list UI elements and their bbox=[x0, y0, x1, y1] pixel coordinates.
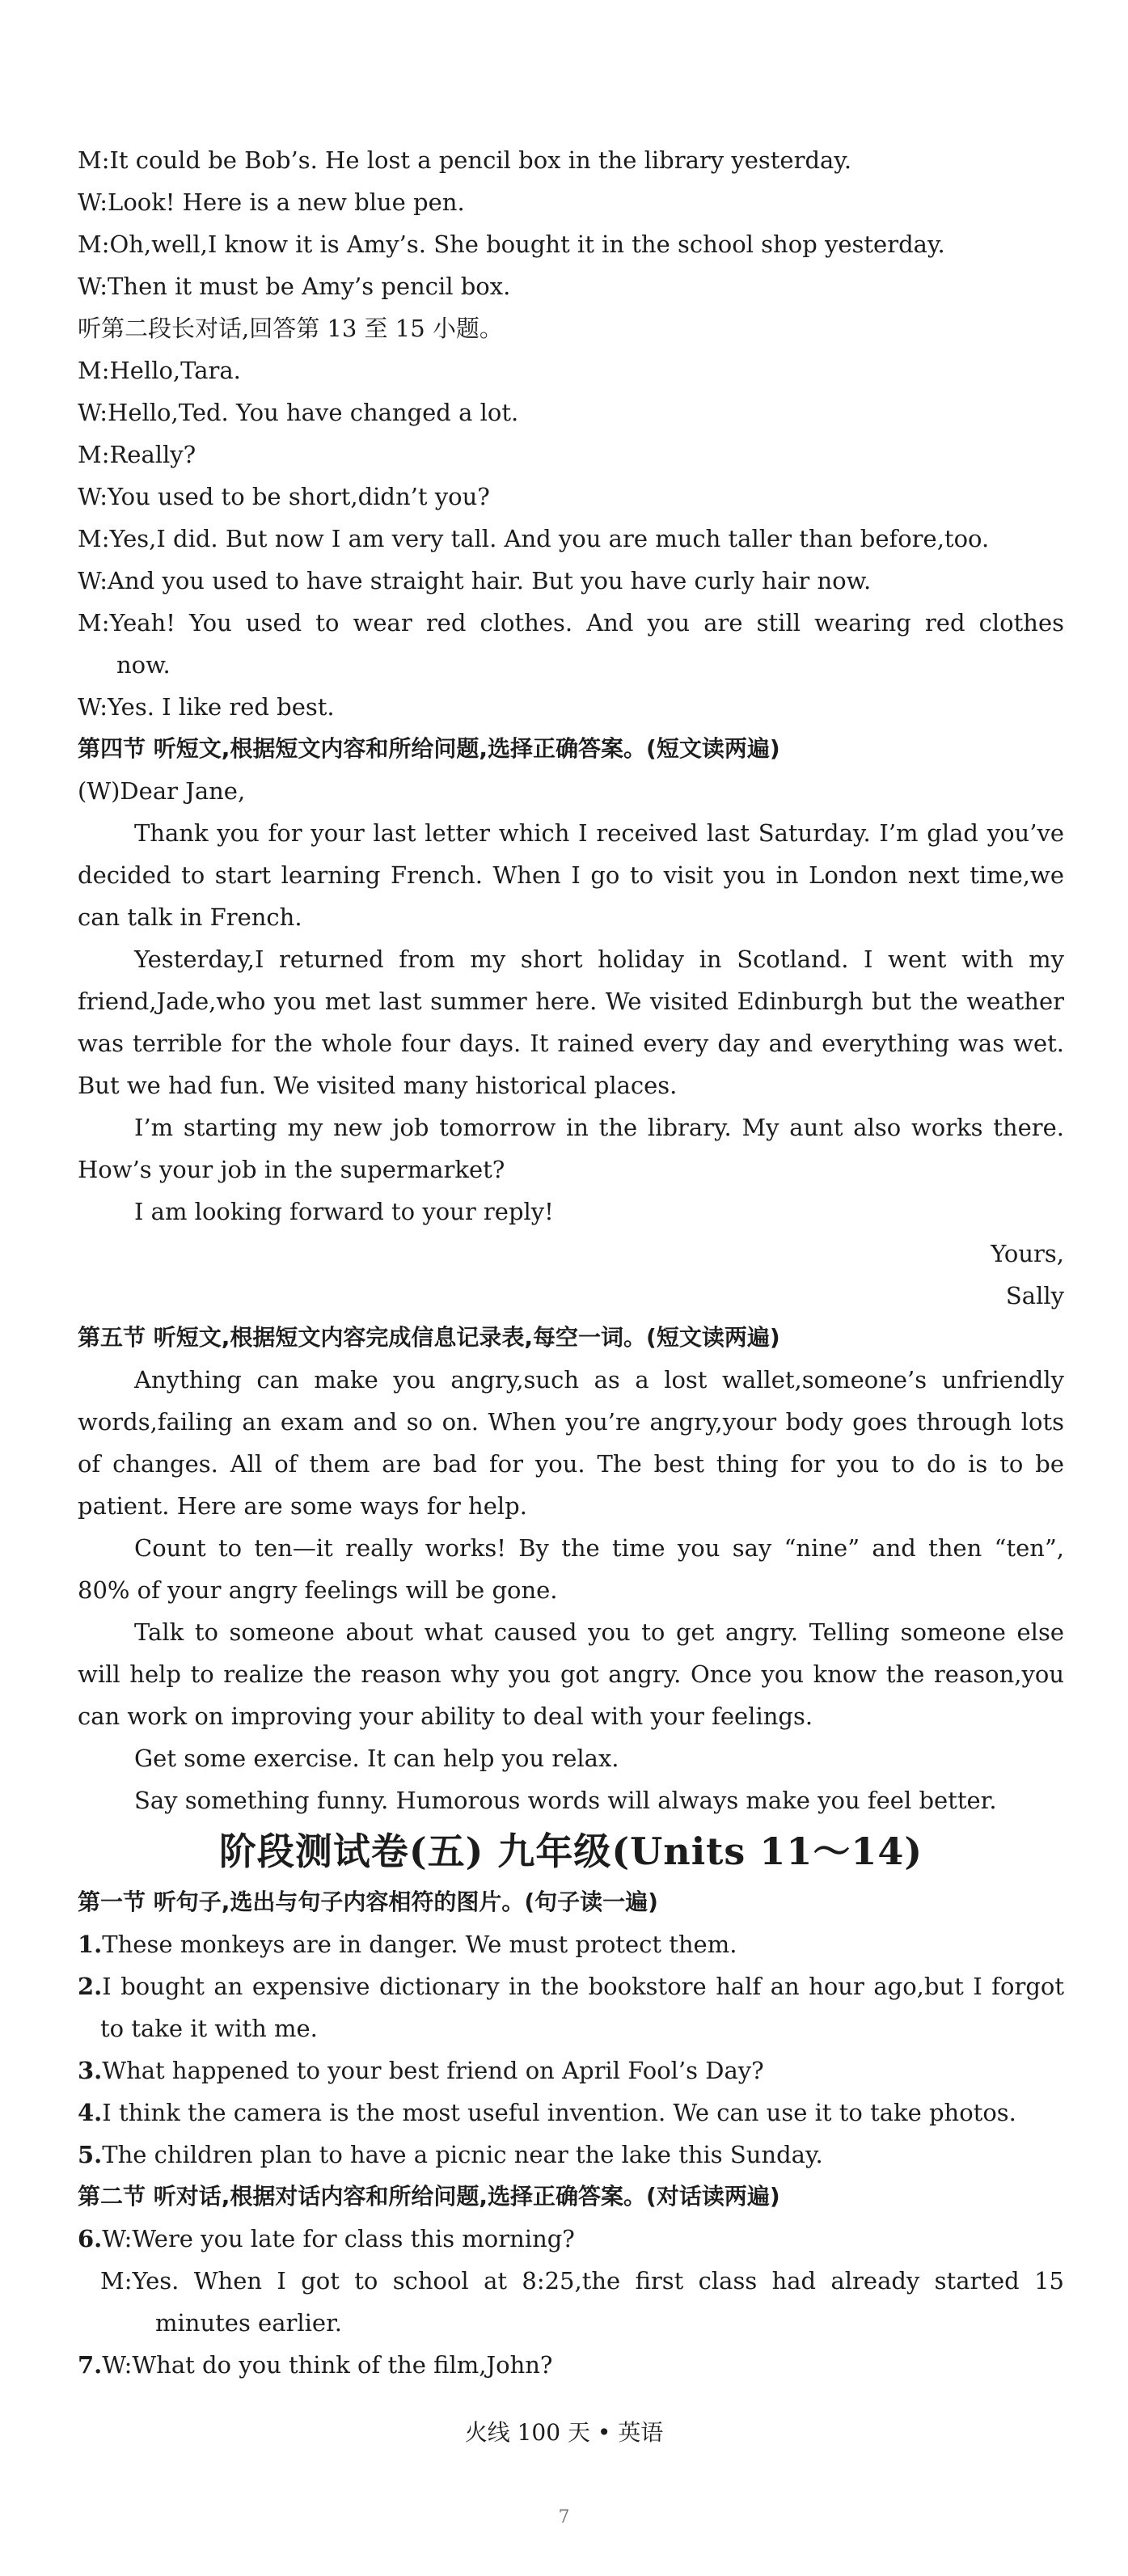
document-page bbox=[78, 139, 1064, 2386]
dialogue-end bbox=[78, 139, 1064, 307]
test-section-2-heading: 第二节 听对话,根据对话内容和所给问题,选择正确答案。(对话读两遍) bbox=[78, 2183, 780, 2210]
dialogue-line: W:Look! Here is a new blue pen. bbox=[78, 188, 465, 216]
question-item bbox=[78, 2218, 1064, 2260]
page-number: 7 bbox=[558, 2507, 570, 2527]
dialogue-line: M:It could be Bob’s. He lost a pencil box in the library yesterday. bbox=[78, 146, 852, 174]
passage-line: Anything can make you angry,such as a lost wallet,someone’s unfriendly bbox=[134, 1366, 1064, 1394]
dialogue-line-continued: minutes earlier. bbox=[155, 2309, 342, 2337]
section-5 bbox=[78, 1317, 1064, 1821]
question-item bbox=[78, 2344, 1064, 2386]
dialogue-line: M:Really? bbox=[78, 441, 196, 468]
question-number: 4. bbox=[78, 2099, 103, 2126]
page-footer: 火线 100 天 • 英语 bbox=[464, 2419, 664, 2446]
test-section-1 bbox=[78, 1881, 1064, 2176]
question-number: 3. bbox=[78, 2057, 103, 2084]
passage-line: words,failing an exam and so on. When you’re angry,your body goes through lots bbox=[78, 1408, 1064, 1436]
passage-line: 80% of your angry feelings will be gone. bbox=[78, 1576, 558, 1604]
passage-line: can talk in French. bbox=[78, 903, 302, 931]
long-dialogue-2-intro: 听第二段长对话,回答第 13 至 15 小题。 bbox=[78, 315, 503, 342]
test-section-2 bbox=[78, 2176, 1064, 2386]
passage-line: was terrible for the whole four days. It rained every day and everything was wet. bbox=[78, 1030, 1064, 1057]
test-title: 阶段测试卷(五) 九年级(Units 11～14) bbox=[218, 1829, 923, 1873]
question-number: 1. bbox=[78, 1931, 103, 1958]
dialogue-line: M:Yes. When I got to school at 8:25,the first class had already started 15 bbox=[100, 2267, 1064, 2295]
question-text: The children plan to have a picnic near the lake this Sunday. bbox=[102, 2141, 823, 2168]
letter-salutation: (W)Dear Jane, bbox=[78, 777, 246, 805]
passage-line: will help to realize the reason why you got angry. Once you know the reason,you bbox=[78, 1660, 1064, 1688]
dialogue-line: M:Oh,well,I know it is Amy’s. She bought it in the school shop yesterday. bbox=[78, 231, 945, 258]
question-item bbox=[78, 2092, 1064, 2134]
question-item bbox=[78, 2049, 1064, 2092]
dialogue-line: M:Yeah! You used to wear red clothes. And you are still wearing red clothes bbox=[78, 609, 1064, 637]
passage-line: of changes. All of them are bad for you. The best thing for you to do is to be bbox=[78, 1450, 1064, 1478]
dialogue-line: M:Yes,I did. But now I am very tall. And you are much taller than before,too. bbox=[78, 525, 990, 552]
passage-line: But we had fun. We visited many historical places. bbox=[78, 1072, 678, 1099]
passage-line: Talk to someone about what caused you to get angry. Telling someone else bbox=[134, 1618, 1064, 1646]
passage-line: patient. Here are some ways for help. bbox=[78, 1492, 527, 1520]
question-number: 5. bbox=[78, 2141, 103, 2168]
question-text: I think the camera is the most useful invention. We can use it to take photos. bbox=[102, 2099, 1016, 2126]
question-item bbox=[78, 1965, 1064, 2007]
passage-line: friend,Jade,who you met last summer here. We visited Edinburgh but the weather bbox=[78, 988, 1064, 1015]
question-number: 6. bbox=[78, 2225, 103, 2252]
question-number: 2. bbox=[78, 1973, 103, 2000]
section-5-heading: 第五节 听短文,根据短文内容完成信息记录表,每空一词。(短文读两遍) bbox=[78, 1324, 780, 1351]
dialogue-line: W:You used to be short,didn’t you? bbox=[78, 483, 490, 510]
long-dialogue-2 bbox=[78, 349, 1064, 728]
passage-line: How’s your job in the supermarket? bbox=[78, 1156, 505, 1183]
question-text: What happened to your best friend on April Fool’s Day? bbox=[102, 2057, 764, 2084]
passage-line: I am looking forward to your reply! bbox=[134, 1198, 554, 1225]
passage-line: I’m starting my new job tomorrow in the library. My aunt also works there. bbox=[134, 1114, 1064, 1141]
passage-line: Get some exercise. It can help you relax. bbox=[134, 1745, 619, 1772]
passage-line: Thank you for your last letter which I received last Saturday. I’m glad you’ve bbox=[134, 819, 1064, 847]
section-4 bbox=[78, 728, 1064, 1317]
test-section-1-heading: 第一节 听句子,选出与句子内容相符的图片。(句子读一遍) bbox=[78, 1889, 658, 1915]
dialogue-line: W:Yes. I like red best. bbox=[78, 693, 335, 721]
passage-line: Yesterday,I returned from my short holiday in Scotland. I went with my bbox=[134, 945, 1064, 973]
dialogue-line: W:Then it must be Amy’s pencil box. bbox=[78, 273, 511, 300]
letter-signature: Sally bbox=[1005, 1282, 1064, 1309]
question-text: These monkeys are in danger. We must protect them. bbox=[102, 1931, 737, 1958]
passage-line: Say something funny. Humorous words will always make you feel better. bbox=[134, 1787, 997, 1814]
question-text: W:Were you late for class this morning? bbox=[102, 2225, 575, 2252]
letter-closing: Yours, bbox=[991, 1240, 1064, 1267]
section-4-heading: 第四节 听短文,根据短文内容和所给问题,选择正确答案。(短文读两遍) bbox=[78, 735, 780, 762]
dialogue-line-continued: now. bbox=[116, 651, 171, 679]
question-item bbox=[78, 1923, 1064, 1965]
dialogue-line: M:Hello,Tara. bbox=[78, 357, 241, 384]
passage-line: Count to ten—it really works! By the time you say “nine” and then “ten”, bbox=[134, 1534, 1064, 1562]
passage-line: can work on improving your ability to deal with your feelings. bbox=[78, 1703, 813, 1730]
passage-line: decided to start learning French. When I go to visit you in London next time,we bbox=[78, 861, 1064, 889]
question-number: 7. bbox=[78, 2351, 103, 2379]
dialogue-line: W:Hello,Ted. You have changed a lot. bbox=[78, 399, 519, 426]
dialogue-line: W:And you used to have straight hair. But you have curly hair now. bbox=[78, 567, 872, 594]
question-item-continued bbox=[78, 2007, 1064, 2049]
question-text: W:What do you think of the film,John? bbox=[102, 2351, 553, 2379]
question-item bbox=[78, 2134, 1064, 2176]
question-text: I bought an expensive dictionary in the bookstore half an hour ago,but I forgot bbox=[102, 1973, 1064, 2000]
question-text: to take it with me. bbox=[100, 2015, 318, 2042]
